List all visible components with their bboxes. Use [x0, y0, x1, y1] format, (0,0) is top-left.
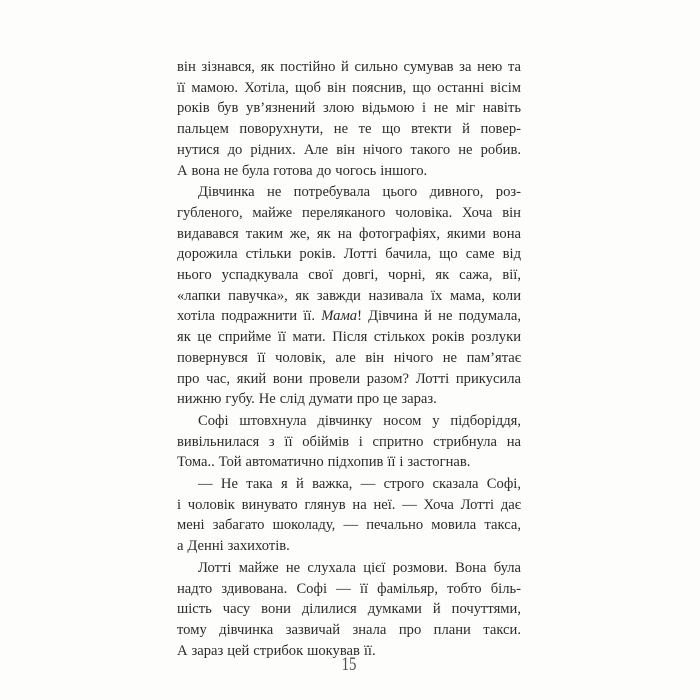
- text-line: [177, 306, 521, 327]
- paragraph: [177, 558, 521, 662]
- text-line: про час, який вони провели разом? Лотті прикусила: [177, 370, 521, 387]
- text-line: А вона не була готова до чогось іншого.: [177, 162, 428, 179]
- text-line: повернувся її чоловік, але він нічого не пам’ятає: [177, 349, 521, 366]
- page-text-block: [177, 57, 521, 661]
- text-line: Лотті майже не слухала цієї розмови. Вона була: [198, 559, 521, 576]
- text-line: а Денні захихотів.: [177, 538, 290, 555]
- text-line: Дівчинка не потребувала цього дивного, роз-: [198, 184, 521, 201]
- text-line: років був ув’язнений злою відьмою і не міг навіть: [177, 100, 521, 117]
- text-line: нього успадкувала свої довгі, чорні, як сажа, вії,: [177, 267, 521, 284]
- text-line: і чоловік винувато глянув на неї. — Хоча Лотті дає: [177, 496, 521, 513]
- text-line: пальцем поворухнути, не те що втекти й повер-: [177, 121, 521, 138]
- text-line: «лапки павучка», як завжди називала їх мама, коли: [177, 287, 521, 304]
- text-line: мені забагато шоколаду, — печально мовила такса,: [177, 517, 521, 534]
- text-line: він зізнався, як постійно й сильно сумував за нею та: [177, 59, 521, 75]
- text-line: дорожила стільки років. Лотті бачила, що саме від: [177, 246, 521, 263]
- paragraph: [177, 182, 521, 410]
- text-part: хотіла подражнити її.: [177, 308, 322, 325]
- text-line: — Не така я й важка, — строго сказала Софі,: [198, 476, 521, 493]
- text-line: надто здивована. Софі — її фамільяр, тобто біль-: [177, 580, 521, 597]
- text-line: шість часу вони ділилися думками й почуттями,: [177, 601, 521, 618]
- text-line: тому дівчинка зазвичай знала про плани такси.: [177, 621, 521, 638]
- text-part: ! Дівчина й не подумала,: [357, 308, 521, 325]
- text-line: нутися до рідних. Але він нічого такого не робив.: [177, 141, 521, 158]
- text-line: її мамою. Хотіла, щоб він пояснив, що останні вісім: [177, 79, 521, 96]
- paragraph: [177, 411, 521, 473]
- text-line: губленого, майже переляканого чоловіка. Хоча він: [177, 204, 521, 221]
- text-line: як це сприйме її мати. Після стількох років розлуки: [177, 329, 521, 346]
- text-line: Софі штовхнула дівчинку носом у підборіддя,: [198, 412, 521, 429]
- text-line: Тома.. Той автоматично підхопив її і застогнав.: [177, 454, 471, 471]
- text-line: А зараз цей стрибок шокував її.: [177, 642, 376, 659]
- text-line: видавався таким же, як на фотографіях, якими вона: [177, 225, 521, 242]
- italic-text: Мама: [321, 308, 358, 325]
- text-line: нижню губу. Не слід думати про це зараз.: [177, 391, 437, 408]
- text-line: вивільнилася з її обіймів і спритно стрибнула на: [177, 433, 521, 450]
- page-number: 15: [341, 654, 357, 675]
- paragraph: [177, 57, 521, 181]
- paragraph: [177, 474, 521, 557]
